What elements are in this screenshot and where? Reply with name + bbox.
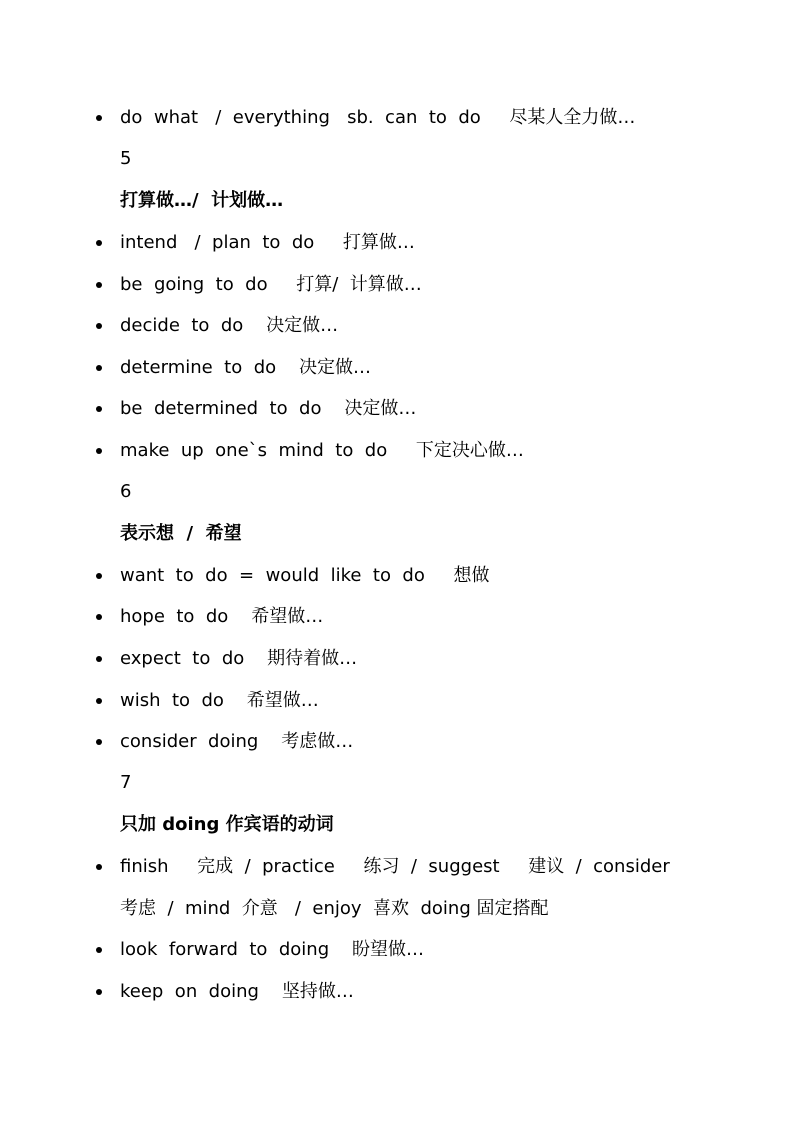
list-item: wish to do 希望做… [120,690,319,711]
bullet-dot [96,698,102,704]
bullet-dot [96,115,102,121]
list-item: decide to do 决定做… [120,315,339,336]
section-number: 5 [120,148,132,169]
list-item: keep on doing 坚持做… [120,981,354,1002]
list-item-continuation: 考虑 / mind 介意 / enjoy 喜欢 doing 固定搭配 [120,898,549,919]
list-item: look forward to doing 盼望做… [120,939,425,960]
list-item: consider doing 考虑做… [120,731,354,752]
list-item: want to do = would like to do 想做 [120,565,490,586]
bullet-dot [96,406,102,412]
bullet-dot [96,365,102,371]
list-item: be going to do 打算/ 计算做… [120,274,422,295]
bullet-dot [96,947,102,953]
section-number: 7 [120,772,132,793]
bullet-dot [96,240,102,246]
section-number: 6 [120,481,132,502]
list-item: determine to do 决定做… [120,357,372,378]
bullet-dot [96,282,102,288]
bullet-dot [96,656,102,662]
list-item: expect to do 期待着做… [120,648,358,669]
section-heading: 打算做…/ 计划做… [120,190,284,211]
bullet-dot [96,448,102,454]
bullet-dot [96,614,102,620]
bullet-dot [96,573,102,579]
bullet-dot [96,323,102,329]
list-item: hope to do 希望做… [120,606,324,627]
list-item: do what / everything sb. can to do 尽某人全力做… [120,107,636,128]
bullet-dot [96,864,102,870]
bullet-dot [96,739,102,745]
list-item: make up one`s mind to do 下定决心做… [120,440,524,461]
list-item: intend / plan to do 打算做… [120,232,415,253]
list-item: be determined to do 决定做… [120,398,417,419]
list-item: finish 完成 / practice 练习 / suggest 建议 / consider [120,856,670,877]
section-heading: 只加 doing 作宾语的动词 [120,814,334,835]
section-heading: 表示想 / 希望 [120,523,242,544]
bullet-dot [96,989,102,995]
